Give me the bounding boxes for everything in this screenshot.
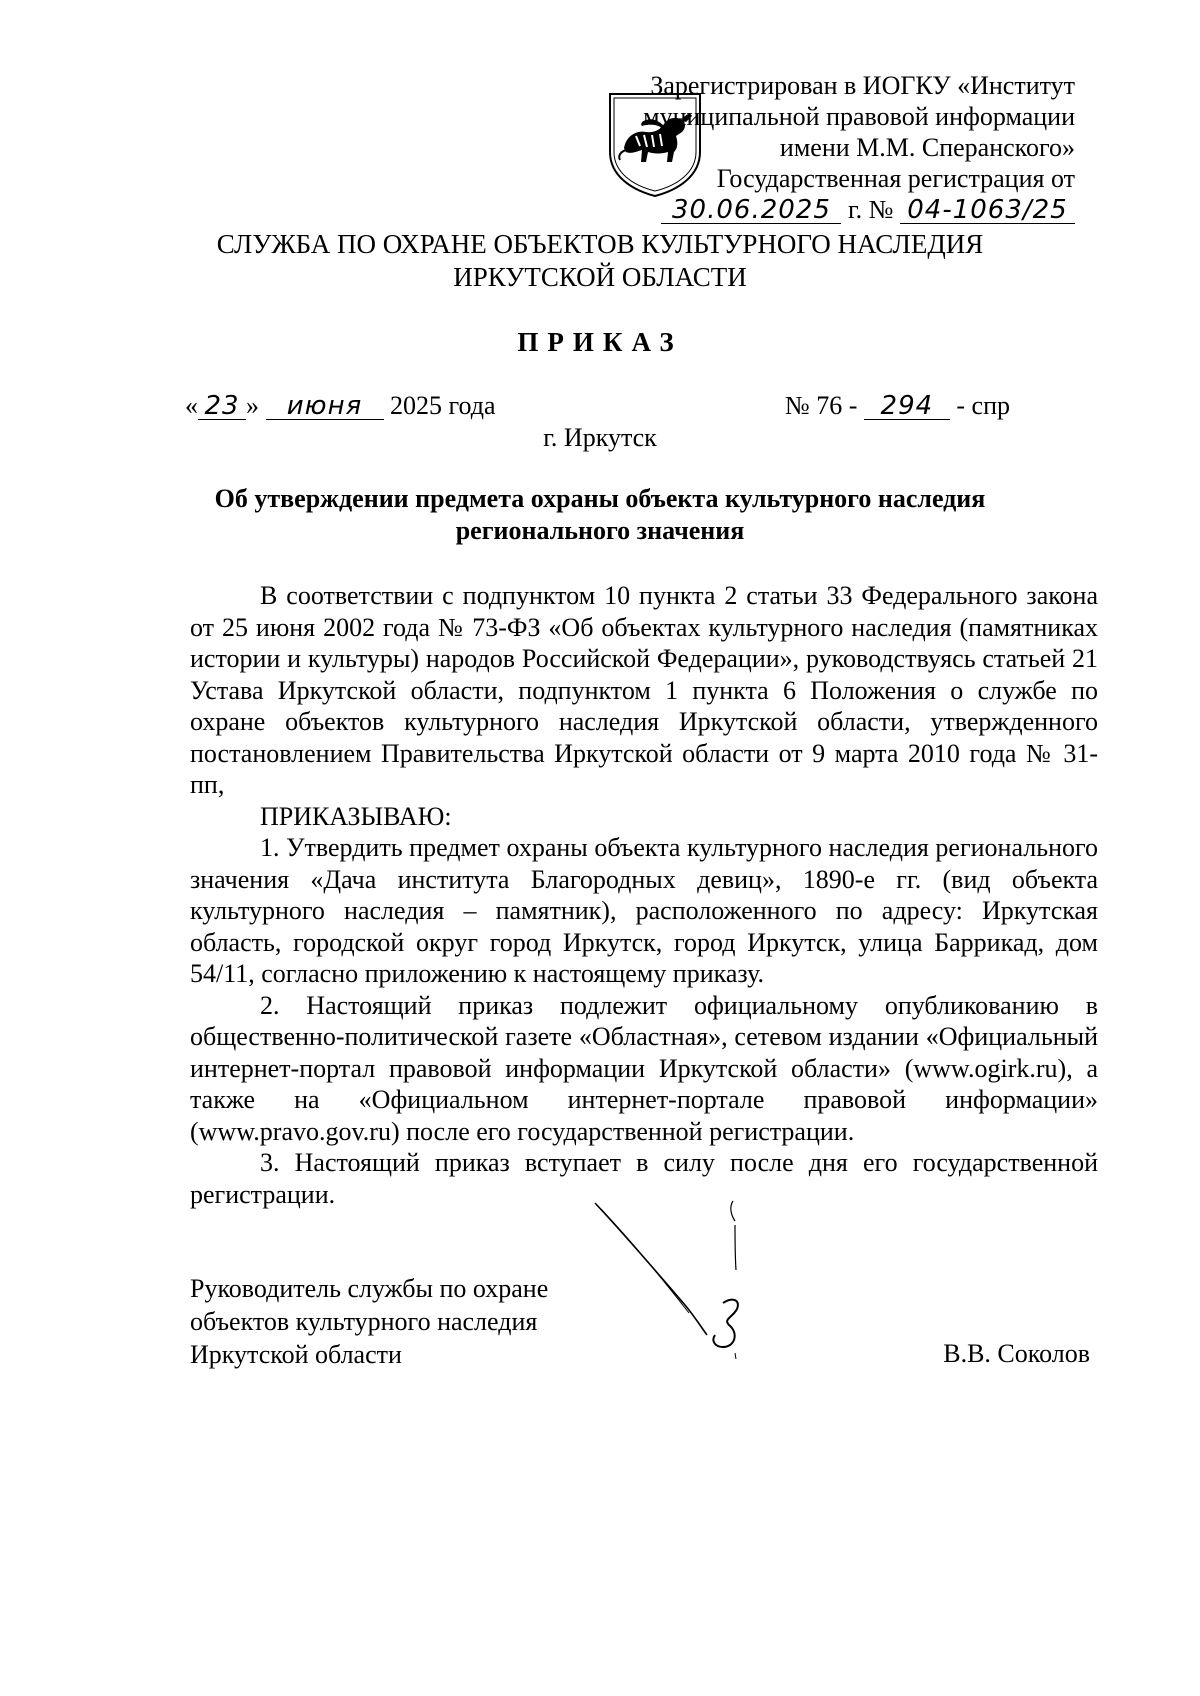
order-number-prefix: № 76 - <box>784 391 858 420</box>
body-item-1: 1. Утвердить предмет охраны объекта культурного наследия регионального значения «Дача института Благородных девиц», 1890-е гг. (вид объекта культурного наследия – памятник), расположенного по адресу: Иркутская область, городской округ город Иркутск, город Иркутск, улица Баррикад, дом 54/11, согласно приложению к настоящему приказу. <box>190 833 1098 988</box>
registration-number-label: г. № <box>847 195 894 224</box>
signatory-position-line: объектов культурного наследия <box>190 1307 538 1336</box>
signatory-position-line: Руководитель службы по охране <box>190 1274 549 1303</box>
registration-line: имени М.М. Сперанского» <box>779 133 1075 162</box>
body-order-word: ПРИКАЗЫВАЮ: <box>260 801 452 831</box>
order-title: ПРИКАЗ <box>517 327 683 357</box>
order-body <box>190 580 1098 1210</box>
signatory-position <box>190 1272 548 1371</box>
agency-title <box>0 228 1200 294</box>
date-open-quote: « <box>185 391 198 420</box>
handwritten-signature-icon <box>585 1195 785 1360</box>
subject-line: Об утверждении предмета охраны объекта культурного наследия <box>214 484 986 513</box>
agency-title-line: ИРКУТСКОЙ ОБЛАСТИ <box>453 262 747 292</box>
signatory-name: В.В. Соколов <box>943 1339 1090 1368</box>
body-preamble: В соответствии с подпунктом 10 пункта 2 статьи 33 Федерального закона от 25 июня 2002 года № 73-ФЗ «Об объектах культурного наследия (памятниках истории и культуры) народов Российской Федерации», руководствуясь статьей 21 Устава Иркутской области, подпунктом 1 пункта 6 Положения о службе по охране объектов культурного наследия Иркутской области, утвержденного постановлением Правительства Иркутской области от 9 марта 2010 года № 31-пп, <box>190 581 1098 799</box>
order-year: 2025 года <box>390 391 496 420</box>
order-subject <box>200 483 1000 547</box>
agency-title-line: СЛУЖБА ПО ОХРАНЕ ОБЪЕКТОВ КУЛЬТУРНОГО НАСЛЕДИЯ <box>216 229 984 259</box>
body-item-3: 3. Настоящий приказ вступает в силу после дня его государственной регистрации. <box>190 1148 1098 1209</box>
registration-date: 30.06.2025 <box>661 197 841 224</box>
order-number <box>785 390 1010 422</box>
subject-line: регионального значения <box>455 516 745 545</box>
order-city: г. Иркутск <box>543 423 657 452</box>
order-number-value: 294 <box>864 393 950 420</box>
order-month: июня <box>266 393 384 420</box>
registration-date-number <box>605 194 1075 225</box>
registration-line: Государственная регистрация от <box>716 164 1075 193</box>
body-item-2: 2. Настоящий приказ подлежит официальному опубликованию в общественно-политической газете «Областная», сетевом издании «Официальный интернет-портал правовой информации Иркутской области» (www.ogirk.ru), а также на «Официальном интернет-портале правовой информации» (www.pravo.gov.ru) после его государственной регистрации. <box>190 990 1098 1146</box>
date-close-quote: » <box>246 391 259 420</box>
registration-line: муниципальной правовой информации <box>643 102 1075 131</box>
registration-number: 04-1063/25 <box>900 197 1075 224</box>
order-date <box>185 390 496 422</box>
registration-line: Зарегистрирован в ИОГКУ «Институт <box>650 71 1075 100</box>
signatory-position-line: Иркутской области <box>190 1340 402 1369</box>
registration-stamp <box>605 70 1075 225</box>
order-day: 23 <box>198 393 246 420</box>
order-number-suffix: - спр <box>956 391 1010 420</box>
